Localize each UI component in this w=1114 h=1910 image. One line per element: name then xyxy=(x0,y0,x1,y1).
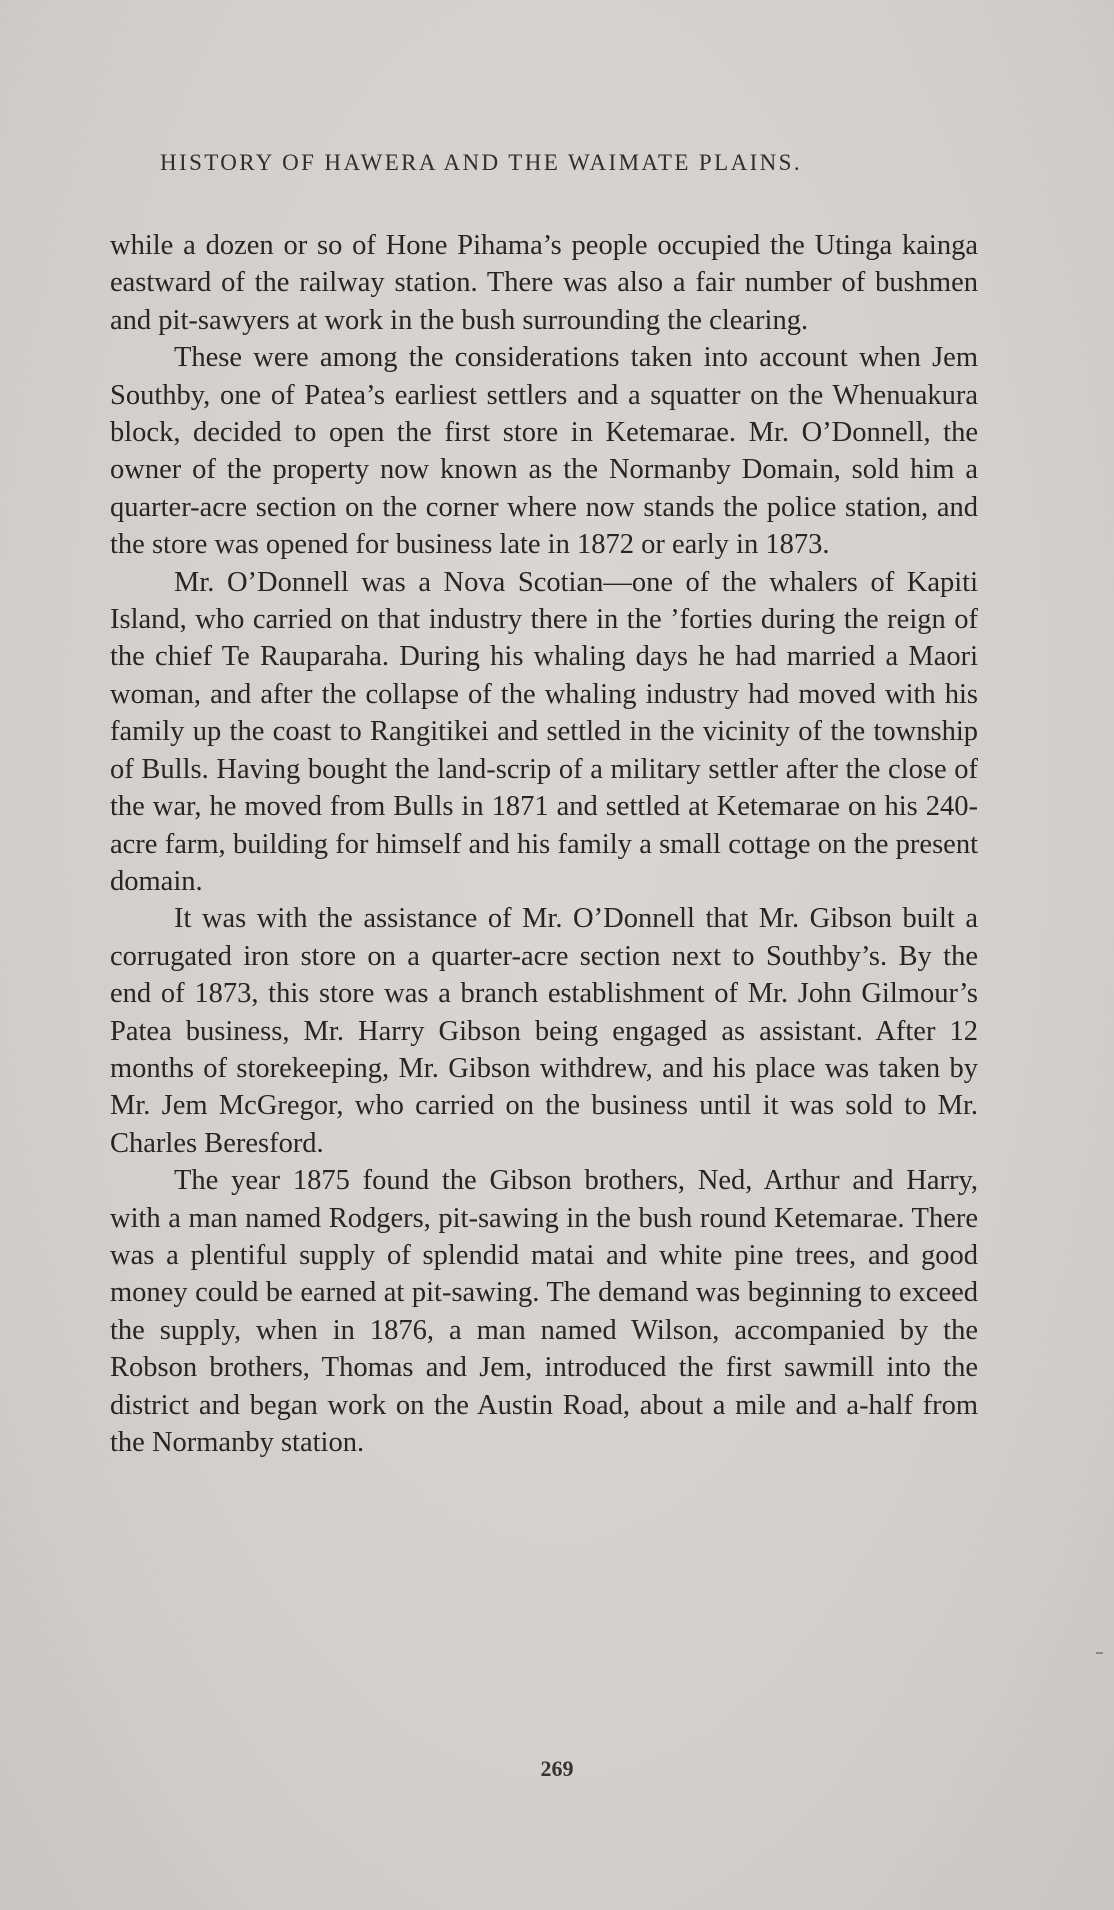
paragraph-2: These were among the considerations taken into account when Jem Southby, one of Patea’s earliest settlers and a squatter on the Whenuakura block, decided to open the first store in Ketemarae. Mr. O’Donnell, the owner of the property now known as the Normanby Domain, sold him a quarter-acre section on the corner where now stands the police station, and the store was opened for business late in 1872 or early in 1873. xyxy=(110,342,978,561)
paragraph-4: It was with the assistance of Mr. O’Donnell that Mr. Gibson built a corrugated iron store on a quarter-acre section next to Southby’s. By the end of 1873, this store was a branch establishment of Mr. John Gilmour’s Patea business, Mr. Harry Gibson being engaged as assistant. After 12 months of storekeeping, Mr. Gibson withdrew, and his place was taken by Mr. Jem McGregor, who carried on the business until it was sold to Mr. Charles Beresford. xyxy=(110,903,978,1159)
paper-speck xyxy=(1096,1652,1103,1654)
paragraph-3: Mr. O’Donnell was a Nova Scotian—one of the whalers of Kapiti Island, who carried on that industry there in the ’forties during the reign of the chief Te Rauparaha. During his whaling days he had married a Maori woman, and after the collapse of the whaling industry had moved with his family up the coast to Rangitikei and settled in the vicinity of the township of Bulls. Having bought the land-scrip of a military settler after the close of the war, he moved from Bulls in 1871 and settled at Ketemarae on his 240-acre farm, building for himself and his family a small cottage on the present domain. xyxy=(110,566,978,897)
paragraph-5: The year 1875 found the Gibson brothers, Ned, Arthur and Harry, with a man named Rodgers, pit-sawing in the bush round Ketemarae. There was a plentiful supply of splendid matai and white pine trees, and good money could be earned at pit-sawing. The demand was beginning to exceed the supply, when in 1876, a man named Wilson, accompanied by the Robson brothers, Thomas and Jem, introduced the first sawmill into the district and began work on the Austin Road, about a mile and a-half from the Normanby station. xyxy=(110,1165,978,1458)
page-number: 269 xyxy=(540,1756,574,1781)
paragraph-1: while a dozen or so of Hone Pihama’s people occupied the Utinga kainga eastward of the railway station. There was also a fair number of bushmen and pit-sawyers at work in the bush surrounding the clearing. xyxy=(110,230,978,336)
body-text xyxy=(110,227,978,1461)
running-header-title: HISTORY OF HAWERA AND THE WAIMATE PLAINS. xyxy=(160,150,802,175)
